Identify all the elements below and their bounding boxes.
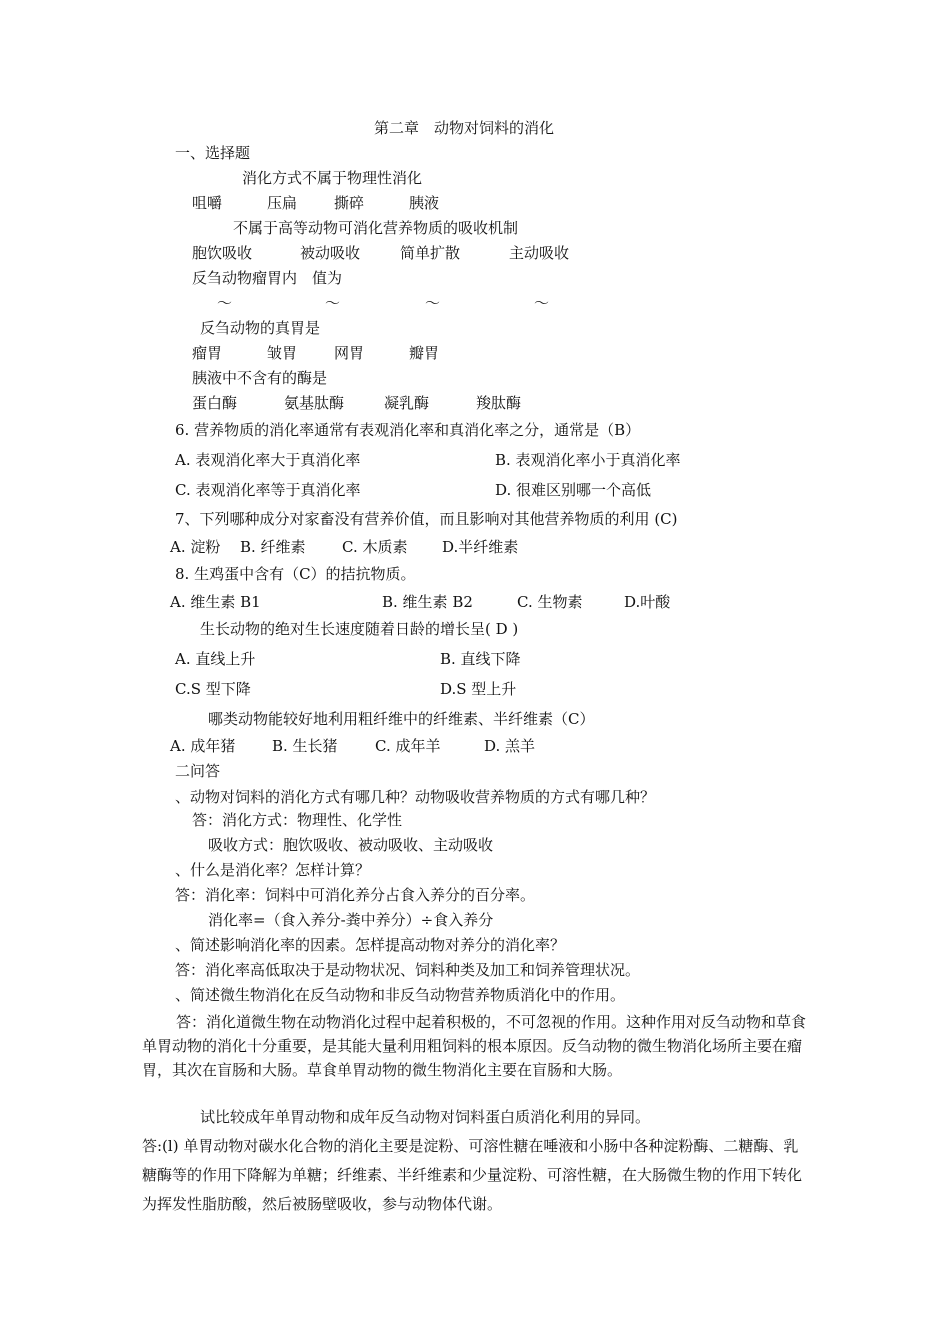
question-stem-7: 7、下列哪种成分对家畜没有营养价值，而且影响对其他营养物质的利用 (C) [175, 510, 678, 528]
option-6c: C. 表观消化率等于真消化率 [175, 481, 361, 499]
qa3-question: 、简述影响消化率的因素。怎样提高动物对养分的消化率？ [175, 936, 566, 954]
option-10a: A. 成年猪 [170, 737, 236, 755]
option-7c: C. 木质素 [342, 538, 408, 556]
qa2-answer-1: 答：消化率：饲料中可消化养分占食入养分的百分率。 [175, 886, 536, 904]
option-7d: D.半纤维素 [442, 538, 519, 556]
option-5c: 凝乳酶 [384, 394, 430, 412]
option-3b: ～ [325, 294, 341, 312]
option-2d: 主动吸收 [509, 244, 570, 262]
option-1b: 压扁 [267, 194, 298, 212]
qa1-answer-1: 答：消化方式：物理性、化学性 [192, 811, 403, 829]
question-stem-2: 不属于高等动物可消化营养物质的吸收机制 [233, 219, 519, 237]
option-8d: D.叶酸 [624, 593, 671, 611]
option-9a: A. 直线上升 [175, 650, 256, 668]
option-8a: A. 维生素 B1 [170, 593, 261, 611]
option-1a: 咀嚼 [192, 194, 223, 212]
option-10b: B. 生长猪 [272, 737, 338, 755]
question-stem-8: 8. 生鸡蛋中含有（C）的拮抗物质。 [175, 565, 416, 583]
option-3a: ～ [217, 294, 233, 312]
option-8b: B. 维生素 B2 [382, 593, 473, 611]
qa4-question: 、简述微生物消化在反刍动物和非反刍动物营养物质消化中的作用。 [175, 986, 626, 1004]
option-7a: A. 淀粉 [170, 538, 221, 556]
option-4d: 瓣胃 [409, 344, 440, 362]
option-5d: 羧肽酶 [476, 394, 522, 412]
qa2-answer-2: 消化率=（食入养分-粪中养分）÷食入养分 [208, 911, 494, 929]
page-title: 第二章 动物对饲料的消化 [374, 119, 555, 137]
option-6b: B. 表观消化率小于真消化率 [495, 451, 681, 469]
qa5-question: 试比较成年单胃动物和成年反刍动物对饲料蛋白质消化利用的异同。 [200, 1108, 651, 1126]
option-4a: 瘤胃 [192, 344, 223, 362]
option-4b: 皱胃 [267, 344, 298, 362]
option-2b: 被动吸收 [300, 244, 361, 262]
question-stem-6: 6. 营养物质的消化率通常有表观消化率和真消化率之分，通常是（B） [175, 421, 641, 439]
option-5b: 氨基肽酶 [284, 394, 345, 412]
option-9b: B. 直线下降 [440, 650, 521, 668]
option-9c: C.S 型下降 [175, 680, 251, 698]
option-2c: 简单扩散 [400, 244, 461, 262]
section-heading-qa: 二问答 [175, 762, 221, 780]
qa1-question: 、动物对饲料的消化方式有哪几种？动物吸收营养物质的方式有哪几种？ [175, 788, 656, 806]
question-stem-4: 反刍动物的真胃是 [200, 319, 321, 337]
qa3-answer-1: 答：消化率高低取决于是动物状况、饲料种类及加工和饲养管理状况。 [175, 961, 641, 979]
option-3d: ～ [534, 294, 550, 312]
option-6d: D. 很难区别哪一个高低 [495, 481, 652, 499]
question-stem-1: 消化方式不属于物理性消化 [242, 169, 423, 187]
option-3c: ～ [425, 294, 441, 312]
qa2-question: 、什么是消化率？怎样计算？ [175, 861, 371, 879]
option-8c: C. 生物素 [517, 593, 583, 611]
option-7b: B. 纤维素 [240, 538, 306, 556]
qa1-answer-2: 吸收方式：胞饮吸收、被动吸收、主动吸收 [208, 836, 494, 854]
option-4c: 网胃 [334, 344, 365, 362]
question-stem-10: 哪类动物能较好地利用粗纤维中的纤维素、半纤维素（C） [208, 710, 595, 728]
option-2a: 胞饮吸收 [192, 244, 253, 262]
option-1d: 胰液 [409, 194, 440, 212]
section-heading-choice: 一、选择题 [175, 144, 251, 162]
question-stem-9: 生长动物的绝对生长速度随着日龄的增长呈( D ) [200, 620, 519, 638]
option-6a: A. 表观消化率大于真消化率 [175, 451, 361, 469]
qa5-answer: 答:(l) 单胃动物对碳水化合物的消化主要是淀粉、可溶性糖在唾液和小肠中各种淀粉酶、二糖酶、乳糖酶等的作用下降解为单糖；纤维素、半纤维素和少量淀粉、可溶性糖，在大肠微生物的作用下转化为挥发性脂肪酸，然后被肠壁吸收，参与动物体代谢。 [142, 1137, 803, 1213]
option-10c: C. 成年羊 [375, 737, 441, 755]
question-stem-5: 胰液中不含有的酶是 [192, 369, 328, 387]
qa4-answer: 答：消化道微生物在动物消化过程中起着积极的，不可忽视的作用。这种作用对反刍动物和草食单胃动物的消化十分重要，是其能大量利用粗饲料的根本原因。反刍动物的微生物消化场所主要在瘤胃，其次在盲肠和大肠。草食单胃动物的微生物消化主要在盲肠和大肠。 [142, 1013, 807, 1079]
option-1c: 撕碎 [334, 194, 365, 212]
option-9d: D.S 型上升 [440, 680, 517, 698]
option-5a: 蛋白酶 [192, 394, 238, 412]
question-stem-3: 反刍动物瘤胃内 值为 [192, 269, 343, 287]
option-10d: D. 羔羊 [484, 737, 536, 755]
